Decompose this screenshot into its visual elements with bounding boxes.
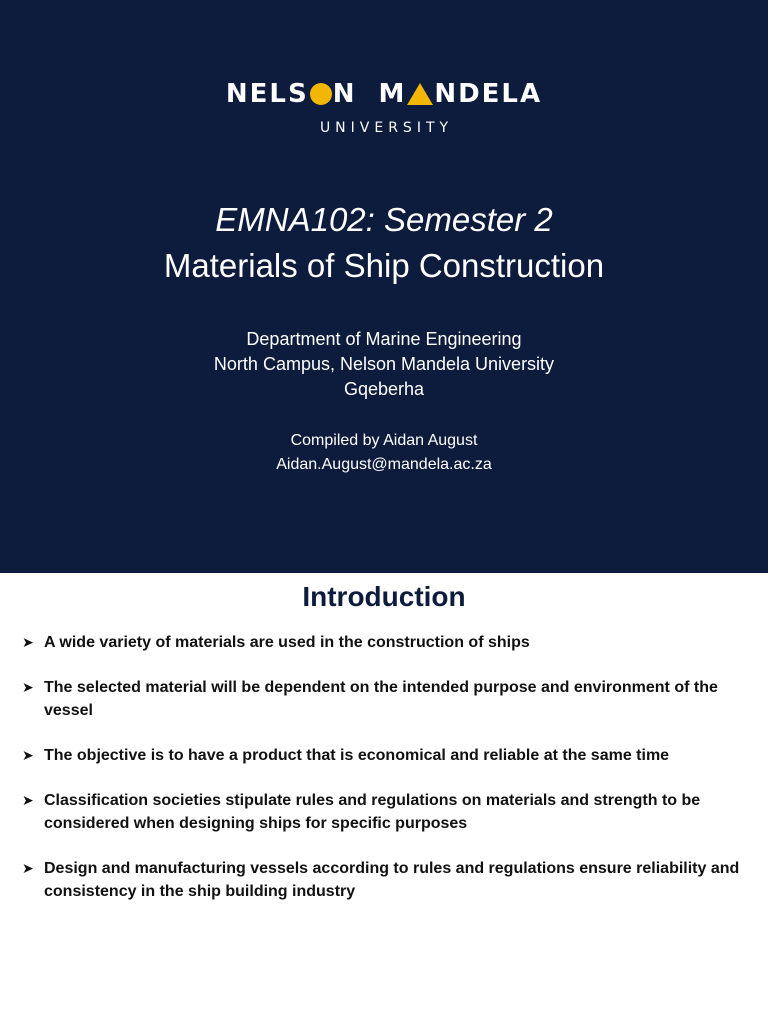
bullet-text: Classification societies stipulate rules and regulations on materials and strength to be considered when designing ships for specific purposes xyxy=(44,792,701,832)
bullet-text: Design and manufacturing vessels according to rules and regulations ensure reliability and consistency in the ship building industry xyxy=(44,860,740,900)
university-logo xyxy=(0,76,768,136)
arrow-bullet-icon: ➤ xyxy=(22,792,34,808)
bullet-item xyxy=(20,676,740,722)
slide-heading: Introduction xyxy=(302,581,466,612)
bullet-item xyxy=(20,789,740,835)
logo-text-m: M xyxy=(378,79,407,109)
department-info xyxy=(0,327,768,402)
bullet-list xyxy=(20,631,740,925)
introduction-slide xyxy=(0,573,768,1024)
arrow-bullet-icon: ➤ xyxy=(22,679,34,695)
bullet-item xyxy=(20,744,740,767)
sun-circle-icon xyxy=(310,83,332,105)
arrow-bullet-icon: ➤ xyxy=(22,634,34,650)
logo-wordmark xyxy=(226,76,542,112)
logo-text-nels: NELS xyxy=(225,79,309,109)
department-line: Department of Marine Engineering xyxy=(246,329,522,349)
logo-word-mandela xyxy=(378,76,542,112)
bullet-text: The objective is to have a product that is economical and reliable at the same time xyxy=(44,747,670,764)
compiled-by: Compiled by Aidan August xyxy=(290,432,478,449)
course-code: EMNA102: Semester 2 xyxy=(215,201,553,238)
bullet-text: A wide variety of materials are used in the construction of ships xyxy=(44,634,530,651)
bullet-item xyxy=(20,631,740,654)
contact-info xyxy=(0,429,768,477)
triangle-a-icon xyxy=(407,83,433,105)
arrow-bullet-icon: ➤ xyxy=(22,860,34,876)
logo-word-nelson xyxy=(226,76,357,112)
logo-text-ndela: NDELA xyxy=(434,79,543,109)
course-name: Materials of Ship Construction xyxy=(163,247,605,284)
logo-text-n: N xyxy=(332,79,357,109)
email-address: Aidan.August@mandela.ac.za xyxy=(276,456,492,473)
campus-line: North Campus, Nelson Mandela University xyxy=(213,354,555,374)
city-line: Gqeberha xyxy=(343,379,425,399)
arrow-bullet-icon: ➤ xyxy=(22,747,34,763)
logo-subtitle: UNIVERSITY xyxy=(319,120,454,136)
bullet-item xyxy=(20,857,740,903)
bullet-text: The selected material will be dependent on the intended purpose and environment of the vessel xyxy=(44,679,718,719)
